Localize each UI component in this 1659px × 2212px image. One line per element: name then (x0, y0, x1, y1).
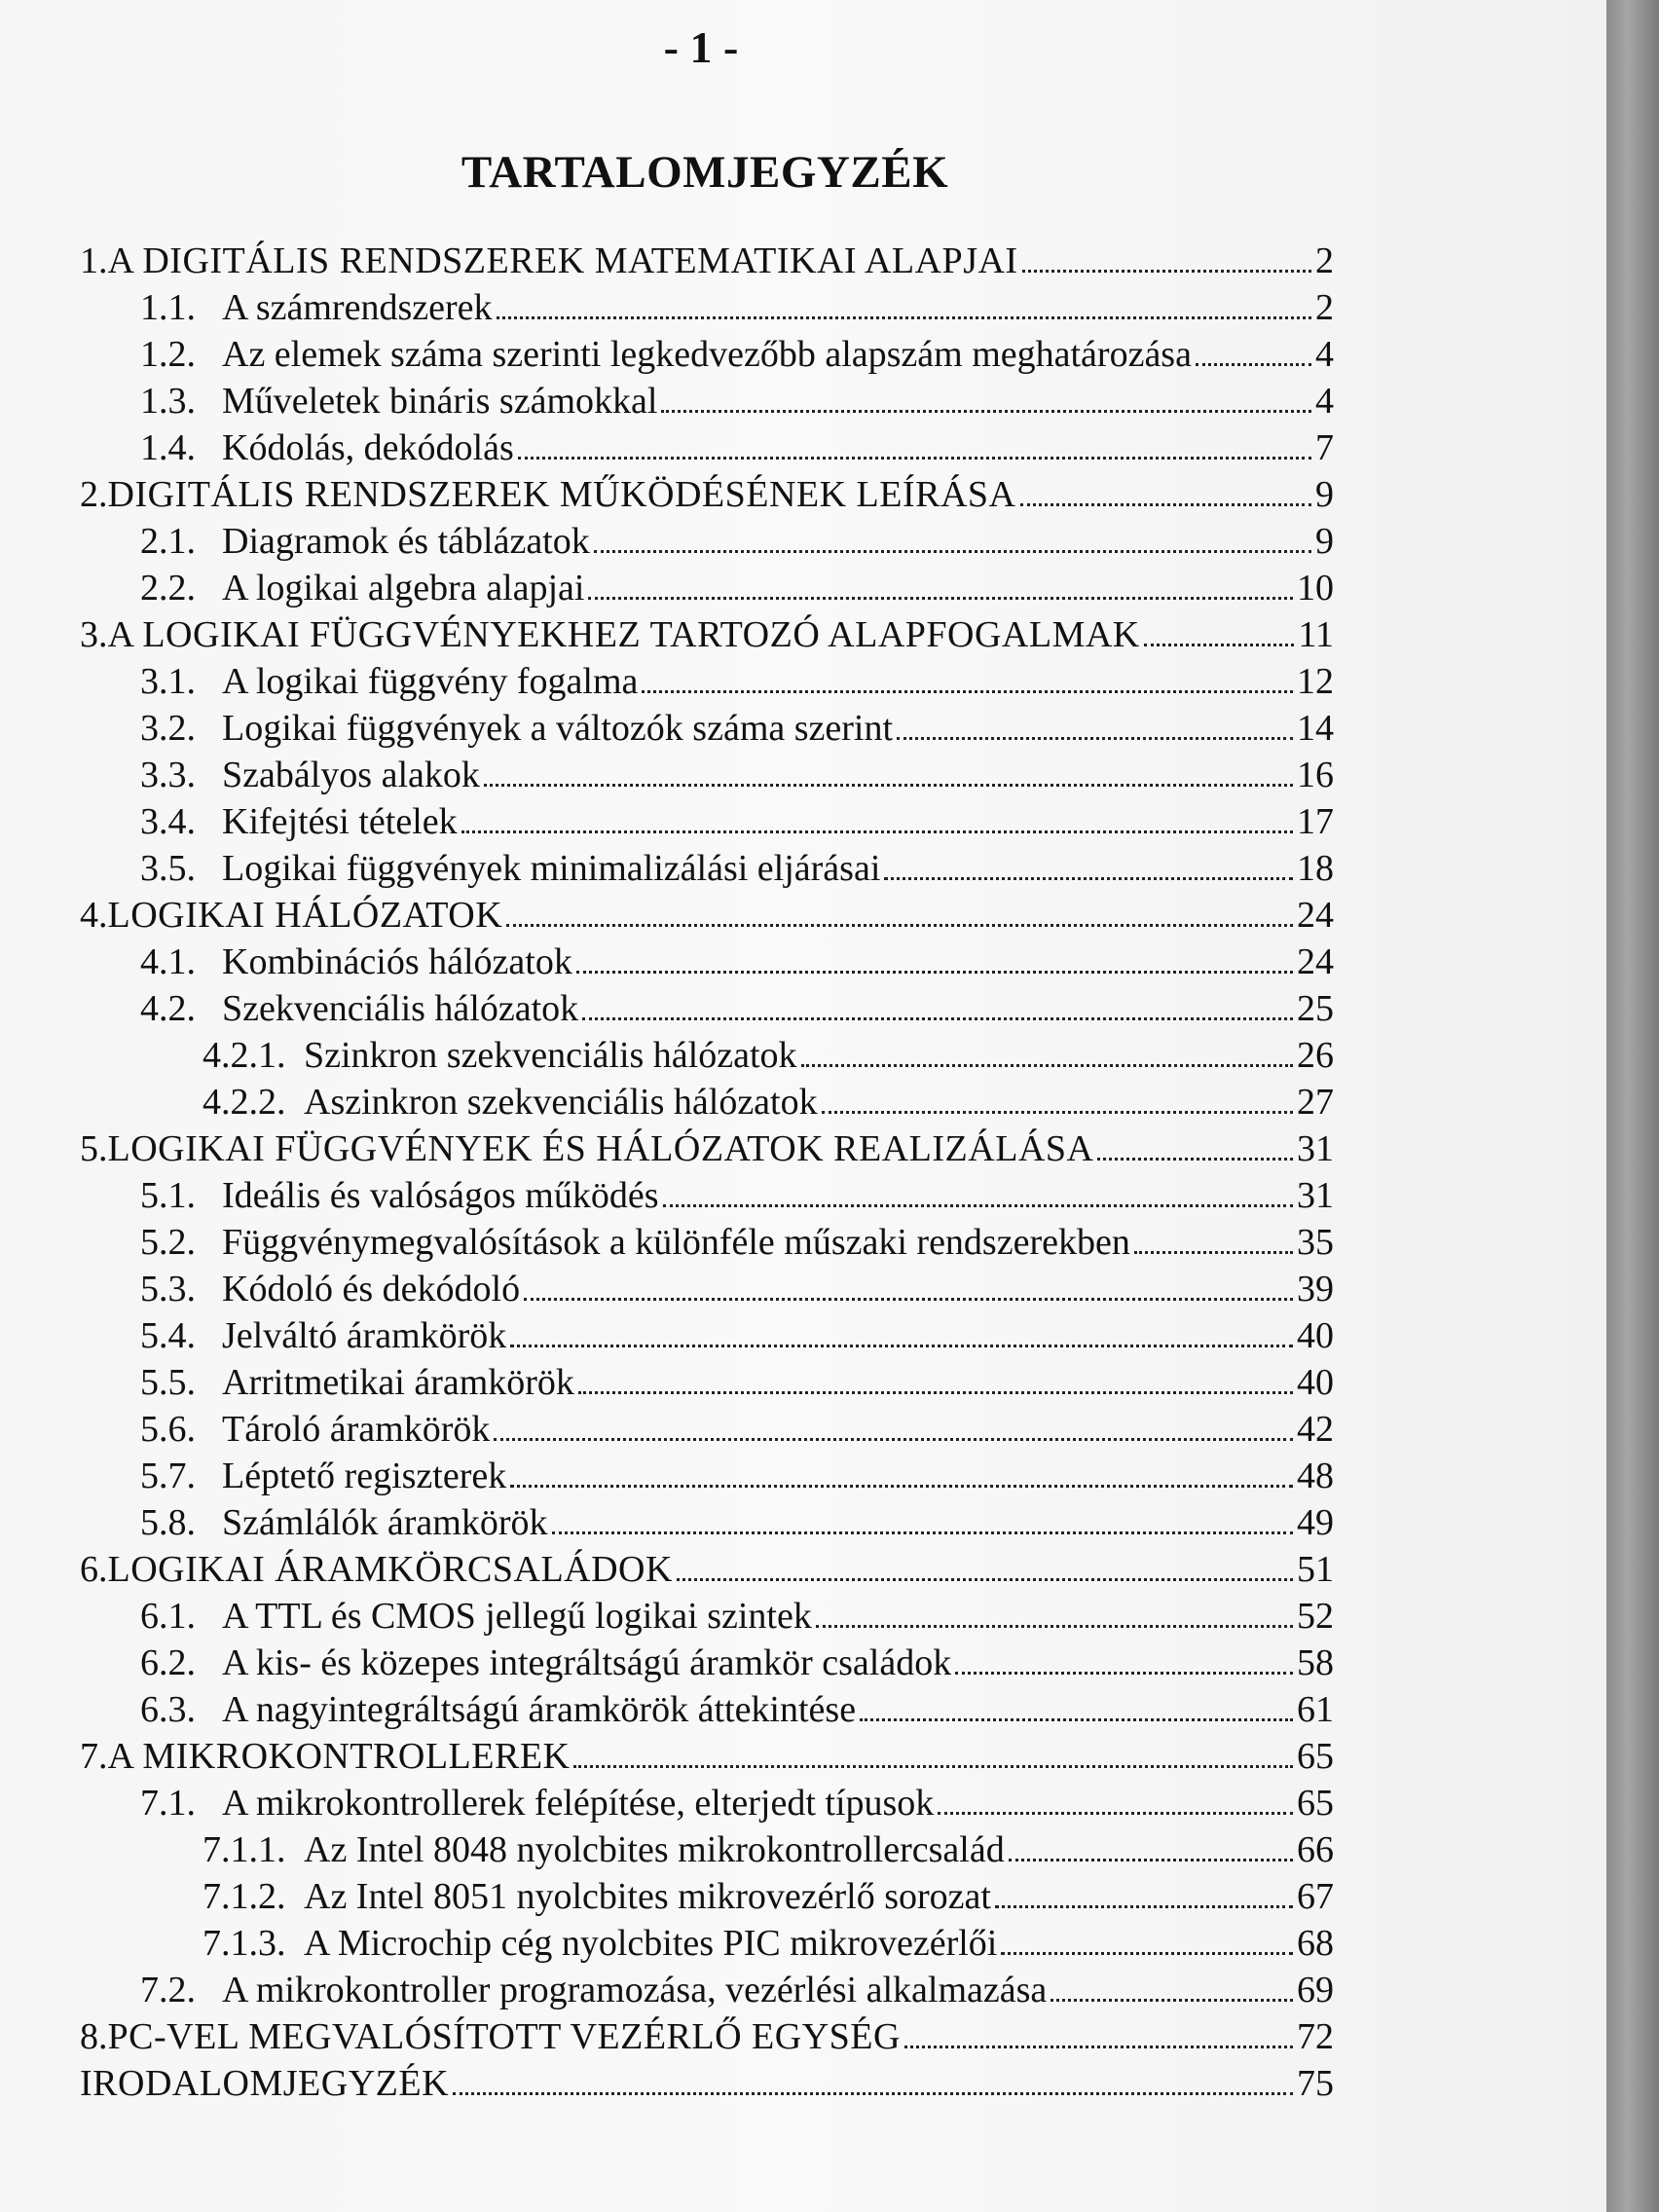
toc-entry-number: 1.3. (140, 381, 196, 422)
toc-entry (80, 798, 1334, 845)
toc-entry-page: 31 (1297, 1175, 1334, 1216)
toc-entry (80, 2013, 1334, 2060)
toc-entry-number: 2.2. (140, 568, 196, 608)
toc-entry-number: 5.5. (140, 1362, 196, 1403)
toc-entry-page: 24 (1297, 941, 1334, 982)
toc-entry (80, 1219, 1334, 1266)
toc-entry (80, 1546, 1334, 1593)
toc-title: TARTALOMJEGYZÉK (461, 147, 949, 198)
toc-entry (80, 1359, 1334, 1406)
toc-entry-number: 1.2. (140, 334, 196, 375)
dot-leader (510, 1318, 1293, 1347)
toc-entry-page: 66 (1297, 1829, 1334, 1870)
dot-leader (955, 1645, 1293, 1675)
dot-leader (904, 2019, 1293, 2048)
toc-entry-page: 65 (1297, 1736, 1334, 1777)
dot-leader (1097, 1131, 1293, 1161)
toc-entry-title: Szekvenciális hálózatok (222, 988, 579, 1029)
toc-entry-page: 65 (1297, 1783, 1334, 1824)
dot-leader (524, 1272, 1293, 1301)
toc-entry-page: 4 (1315, 381, 1334, 422)
toc-entry-page: 52 (1297, 1596, 1334, 1637)
toc-entry (80, 1406, 1334, 1453)
toc-entry-number: 2. (80, 474, 108, 515)
toc-entry (80, 1312, 1334, 1359)
toc-entry (80, 1640, 1334, 1686)
dot-leader (1020, 477, 1311, 506)
toc-entry-page: 17 (1297, 801, 1334, 842)
toc-entry (80, 471, 1334, 518)
toc-entry-title: Műveletek bináris számokkal (222, 381, 658, 422)
toc-entry-page: 27 (1297, 1082, 1334, 1123)
toc-entry (80, 611, 1334, 658)
toc-entry-number: 4.2.2. (203, 1082, 286, 1123)
toc-entry-title: Kombinációs hálózatok (222, 941, 572, 982)
toc-entry-page: 49 (1297, 1502, 1334, 1543)
dot-leader (995, 1879, 1293, 1908)
book-binding-edge (1606, 0, 1659, 2212)
toc-entry-number: 3.1. (140, 661, 196, 702)
toc-entry-page: 72 (1297, 2016, 1334, 2057)
toc-entry (80, 985, 1334, 1032)
toc-entry-number: 7.1. (140, 1783, 196, 1824)
toc-entry-number: 8. (80, 2016, 108, 2057)
toc-entry-title: Az Intel 8051 nyolcbites mikrovezérlő sorozat (304, 1876, 991, 1917)
toc-entry (80, 892, 1334, 939)
toc-entry (80, 1780, 1334, 1826)
toc-entry-number: 6.3. (140, 1689, 196, 1730)
toc-entry-title: Jelváltó áramkörök (222, 1315, 507, 1356)
toc-entry-number: 4.1. (140, 941, 196, 982)
toc-entry-number: 5.3. (140, 1269, 196, 1309)
toc-entry (80, 1172, 1334, 1219)
toc-entry-title: Arritmetikai áramkörök (222, 1362, 574, 1403)
toc-entry-title: Szinkron szekvenciális hálózatok (304, 1035, 797, 1076)
toc-entry (80, 424, 1334, 471)
toc-entry-page: 4 (1315, 334, 1334, 375)
toc-entry-page: 14 (1297, 708, 1334, 749)
toc-entry (80, 378, 1334, 424)
toc-entry-number: 3. (80, 614, 108, 655)
dot-leader (1051, 1972, 1293, 2002)
toc-entry-page: 42 (1297, 1409, 1334, 1450)
toc-entry (80, 1079, 1334, 1125)
dot-leader (594, 524, 1311, 553)
toc-entry-page: 39 (1297, 1269, 1334, 1309)
toc-entry-page: 26 (1297, 1035, 1334, 1076)
toc-entry-page: 58 (1297, 1642, 1334, 1683)
toc-entry (80, 2060, 1334, 2107)
toc-entry-page: 31 (1297, 1128, 1334, 1169)
toc-entry (80, 1967, 1334, 2013)
dot-leader (1001, 1926, 1293, 1955)
dot-leader (822, 1085, 1293, 1114)
dot-leader (453, 2066, 1293, 2095)
toc-entry-title: Számlálók áramkörök (222, 1502, 548, 1543)
toc-entry-title: Kódoló és dekódoló (222, 1269, 521, 1309)
toc-entry-number: 5.4. (140, 1315, 196, 1356)
dot-leader (663, 1178, 1293, 1207)
toc-entry-title: Diagramok és táblázatok (222, 521, 590, 562)
toc-entry-page: 16 (1297, 755, 1334, 795)
toc-entry-title: Kifejtési tételek (222, 801, 458, 842)
toc-entry-number: 3.3. (140, 755, 196, 795)
dot-leader (884, 851, 1293, 880)
toc-entry-number: 7.1.1. (203, 1829, 286, 1870)
toc-entry-number: 6. (80, 1549, 108, 1590)
toc-entry-title: A kis- és közepes integráltságú áramkör családok (222, 1642, 952, 1683)
dot-leader (816, 1599, 1293, 1628)
toc-entry (80, 845, 1334, 892)
toc-entry (80, 1593, 1334, 1640)
toc-entry-title: LOGIKAI FÜGGVÉNYEK ÉS HÁLÓZATOK REALIZÁLÁSA (107, 1128, 1094, 1169)
table-of-contents (80, 238, 1334, 2107)
toc-entry-title: Logikai függvények a változók száma szerint (222, 708, 894, 749)
dot-leader (552, 1505, 1293, 1534)
toc-entry-number: 1.4. (140, 427, 196, 468)
toc-entry-page: 25 (1297, 988, 1334, 1029)
toc-entry-title: A Microchip cég nyolcbites PIC mikrovezérlői (304, 1923, 998, 1964)
toc-entry-title: LOGIKAI ÁRAMKÖRCSALÁDOK (107, 1549, 673, 1590)
toc-entry-title: A nagyintegráltságú áramkörök áttekintése (222, 1689, 857, 1730)
toc-entry-title: A mikrokontrollerek felépítése, elterjedt típusok (222, 1783, 935, 1824)
toc-entry-number: 1.1. (140, 287, 196, 328)
toc-entry-title: DIGITÁLIS RENDSZEREK MŰKÖDÉSÉNEK LEÍRÁSA (107, 474, 1016, 515)
toc-entry-number: 1. (80, 240, 108, 281)
toc-entry-page: 40 (1297, 1362, 1334, 1403)
toc-entry (80, 1032, 1334, 1079)
toc-entry-page: 67 (1297, 1876, 1334, 1917)
toc-entry-title: A LOGIKAI FÜGGVÉNYEKHEZ TARTOZÓ ALAPFOGALMAK (107, 614, 1140, 655)
toc-entry (80, 1826, 1334, 1873)
toc-entry-number: 3.4. (140, 801, 196, 842)
toc-entry-number: 6.1. (140, 1596, 196, 1637)
toc-entry-number: 3.5. (140, 848, 196, 889)
toc-entry-number: 5.1. (140, 1175, 196, 1216)
toc-entry-number: 7. (80, 1736, 108, 1777)
toc-entry (80, 1125, 1334, 1172)
toc-entry (80, 1499, 1334, 1546)
dot-leader (578, 1365, 1293, 1394)
toc-entry-title: Ideális és valóságos működés (222, 1175, 659, 1216)
toc-entry (80, 1266, 1334, 1312)
dot-leader (576, 944, 1293, 974)
dot-leader (677, 1552, 1293, 1581)
dot-leader (642, 664, 1293, 693)
toc-entry-number: 4. (80, 895, 108, 936)
toc-entry-page: 35 (1297, 1222, 1334, 1263)
dot-leader (1144, 617, 1295, 646)
toc-entry-page: 24 (1297, 895, 1334, 936)
dot-leader (497, 290, 1312, 319)
toc-entry-page: 7 (1315, 427, 1334, 468)
toc-entry-title: Logikai függvények minimalizálási eljárásai (222, 848, 881, 889)
dot-leader (661, 384, 1311, 413)
toc-entry-page: 51 (1297, 1549, 1334, 1590)
dot-leader (573, 1739, 1293, 1768)
dot-leader (518, 430, 1311, 460)
toc-entry-title: A DIGITÁLIS RENDSZEREK MATEMATIKAI ALAPJAI (107, 240, 1018, 281)
toc-entry-title: Tároló áramkörök (222, 1409, 491, 1450)
dot-leader (1134, 1225, 1293, 1254)
toc-entry-page: 68 (1297, 1923, 1334, 1964)
dot-leader (461, 804, 1293, 833)
toc-entry-title: Kódolás, dekódolás (222, 427, 514, 468)
toc-entry (80, 1453, 1334, 1499)
page-number: - 1 - (663, 22, 739, 72)
dot-leader (860, 1692, 1293, 1721)
toc-entry (80, 1733, 1334, 1780)
toc-entry-title: Az elemek száma szerinti legkedvezőbb alapszám meghatározása (222, 334, 1192, 375)
toc-entry (80, 565, 1334, 611)
dot-leader (897, 711, 1293, 740)
toc-entry-number: 4.2. (140, 988, 196, 1029)
toc-entry-number: 5.7. (140, 1456, 196, 1496)
dot-leader (1196, 337, 1311, 366)
toc-entry-page: 9 (1315, 474, 1334, 515)
toc-entry-title: IRODALOMJEGYZÉK (80, 2063, 450, 2104)
toc-entry-title: Léptető regiszterek (222, 1456, 507, 1496)
toc-entry-number: 5.2. (140, 1222, 196, 1263)
toc-entry (80, 331, 1334, 378)
toc-entry-title: Szabályos alakok (222, 755, 480, 795)
dot-leader (484, 757, 1293, 787)
toc-entry-number: 7.1.2. (203, 1876, 286, 1917)
toc-entry-page: 9 (1315, 521, 1334, 562)
toc-entry-number: 5.8. (140, 1502, 196, 1543)
toc-entry-number: 2.1. (140, 521, 196, 562)
toc-entry-page: 12 (1297, 661, 1334, 702)
dot-leader (510, 1458, 1293, 1488)
toc-entry-title: A logikai algebra alapjai (222, 568, 585, 608)
toc-entry-page: 69 (1297, 1970, 1334, 2010)
toc-entry-title: Aszinkron szekvenciális hálózatok (304, 1082, 818, 1123)
toc-entry-number: 7.1.3. (203, 1923, 286, 1964)
toc-entry-page: 2 (1315, 287, 1334, 328)
toc-entry-number: 7.2. (140, 1970, 196, 2010)
toc-entry-number: 5. (80, 1128, 108, 1169)
toc-entry-page: 18 (1297, 848, 1334, 889)
toc-entry-page: 48 (1297, 1456, 1334, 1496)
toc-entry (80, 284, 1334, 331)
toc-entry-number: 4.2.1. (203, 1035, 286, 1076)
toc-entry-title: Az Intel 8048 nyolcbites mikrokontrollercsalád (304, 1829, 1005, 1870)
dot-leader (582, 991, 1293, 1020)
toc-entry (80, 1873, 1334, 1920)
toc-entry-page: 2 (1315, 240, 1334, 281)
dot-leader (1022, 243, 1311, 273)
dot-leader (506, 898, 1293, 927)
toc-entry (80, 238, 1334, 284)
toc-entry-page: 75 (1297, 2063, 1334, 2104)
toc-entry-title: Függvénymegvalósítások a különféle műszaki rendszerekben (222, 1222, 1130, 1263)
toc-entry-page: 11 (1298, 614, 1334, 655)
toc-entry-page: 40 (1297, 1315, 1334, 1356)
toc-entry-number: 3.2. (140, 708, 196, 749)
toc-entry (80, 1686, 1334, 1733)
dot-leader (588, 571, 1293, 600)
toc-entry-number: 5.6. (140, 1409, 196, 1450)
toc-entry-page: 61 (1297, 1689, 1334, 1730)
dot-leader (494, 1412, 1293, 1441)
toc-entry-title: PC-VEL MEGVALÓSÍTOTT VEZÉRLŐ EGYSÉG (107, 2016, 901, 2057)
dot-leader (938, 1786, 1293, 1815)
toc-entry (80, 705, 1334, 752)
toc-entry (80, 939, 1334, 985)
dot-leader (801, 1038, 1293, 1067)
toc-entry (80, 518, 1334, 565)
toc-entry-title: A logikai függvény fogalma (222, 661, 639, 702)
toc-entry-page: 10 (1297, 568, 1334, 608)
toc-entry-number: 6.2. (140, 1642, 196, 1683)
toc-entry-title: A TTL és CMOS jellegű logikai szintek (222, 1596, 812, 1637)
toc-entry (80, 752, 1334, 798)
toc-entry-title: A számrendszerek (222, 287, 493, 328)
toc-entry-title: A MIKROKONTROLLEREK (107, 1736, 571, 1777)
toc-entry (80, 1920, 1334, 1967)
toc-entry-title: LOGIKAI HÁLÓZATOK (107, 895, 503, 936)
toc-entry-title: A mikrokontroller programozása, vezérlési alkalmazása (222, 1970, 1048, 2010)
toc-entry (80, 658, 1334, 705)
dot-leader (1009, 1832, 1293, 1862)
